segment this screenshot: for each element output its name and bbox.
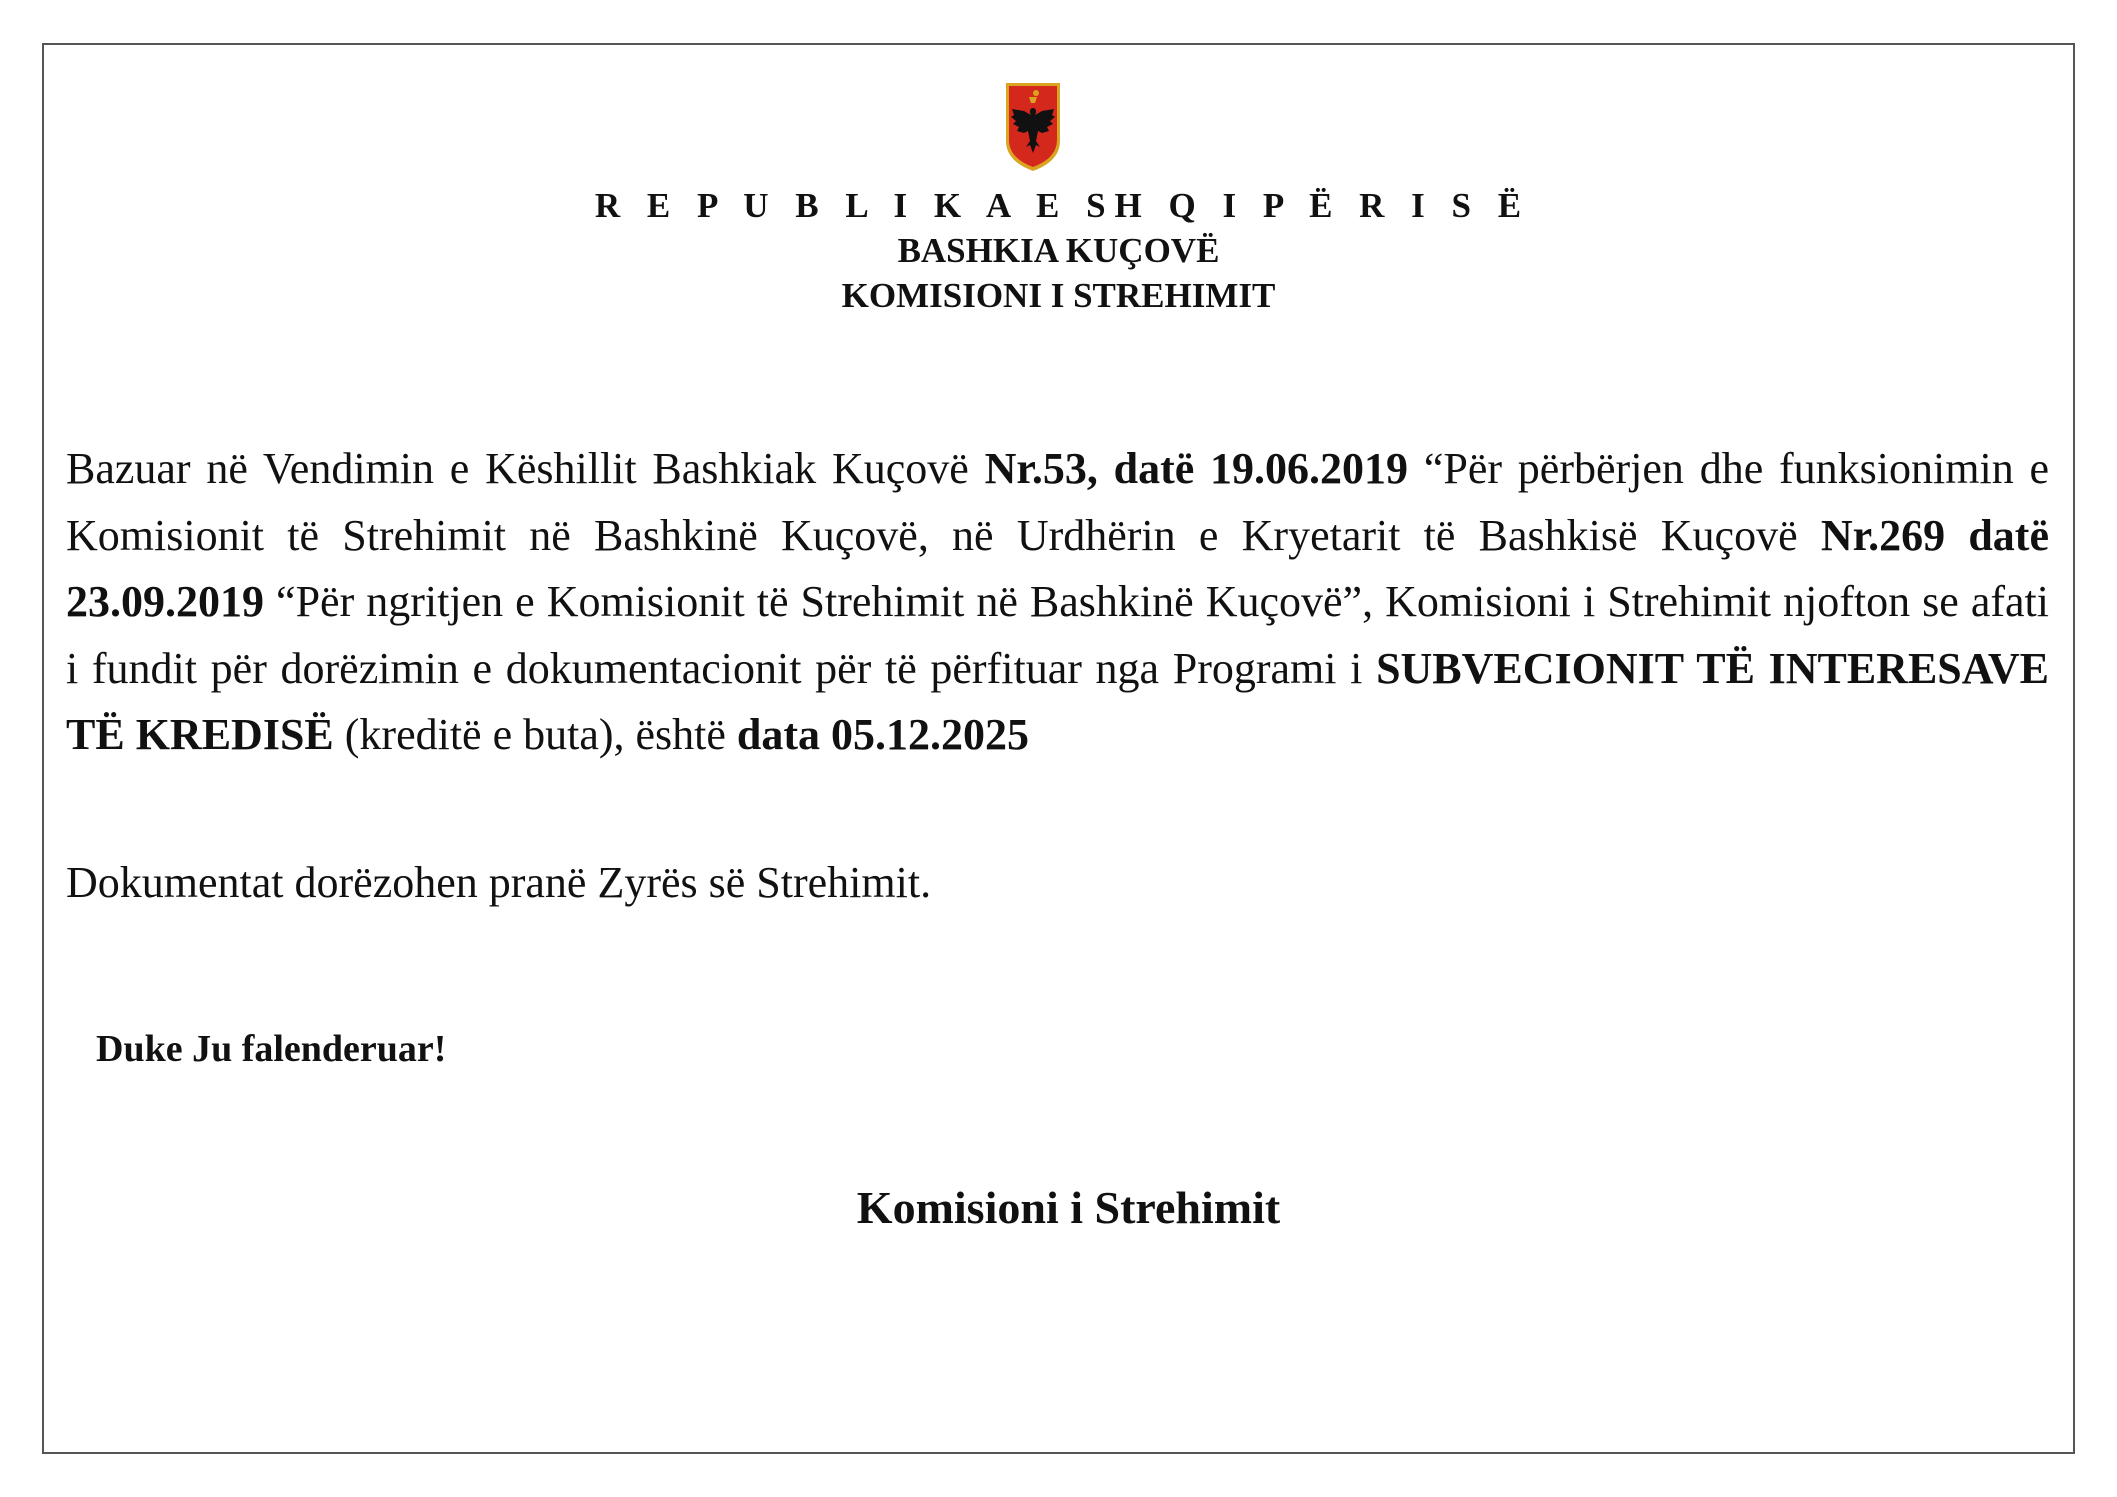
closing-thanks: Duke Ju falenderuar! xyxy=(96,1028,447,1070)
signature: Komisioni i Strehimit xyxy=(856,1182,1281,1233)
country-title: R E P U B L I K A E SH Q I P Ë R I S Ë xyxy=(594,186,1531,225)
deadline-date: data 05.12.2025 xyxy=(736,710,1030,759)
announcement-text: Bazuar në Vendimin e Këshillit Bashkiak Kuçovë xyxy=(66,444,985,493)
council-decision-ref: Nr.53, datë 19.06.2019 xyxy=(984,444,1409,493)
commission-title: KOMISIONI I STREHIMIT xyxy=(841,276,1276,315)
announcement-text: “Për ngritjen e Komisionit të Strehimit në Bashkinë Kuçovë”, Komisioni i Strehimit njofton se afati i fundit për dorëzimin e dokumentacionit për të përfituar nga Programi i xyxy=(66,577,2049,693)
program-name: SUBVECIONIT TË INTERESAVE TË KREDISË xyxy=(66,643,2050,759)
mayor-order-ref: Nr.269 datë 23.09.2019 xyxy=(66,510,2049,626)
albanian-coat-of-arms-icon xyxy=(1004,81,1062,173)
announcement-text: “Për përbërjen dhe funksionimin e Komisionit të Strehimit në Bashkinë Kuçovë, në Urdhërin e Kryetarit të Bashkisë Kuçovë xyxy=(66,444,2050,560)
submission-note: Dokumentat dorëzohen pranë Zyrës së Strehimit. xyxy=(66,858,932,907)
announcement-text: (kreditë e buta), është xyxy=(333,710,737,759)
municipality-title: BASHKIA KUÇOVË xyxy=(897,231,1220,270)
announcement-paragraph xyxy=(66,436,2049,769)
